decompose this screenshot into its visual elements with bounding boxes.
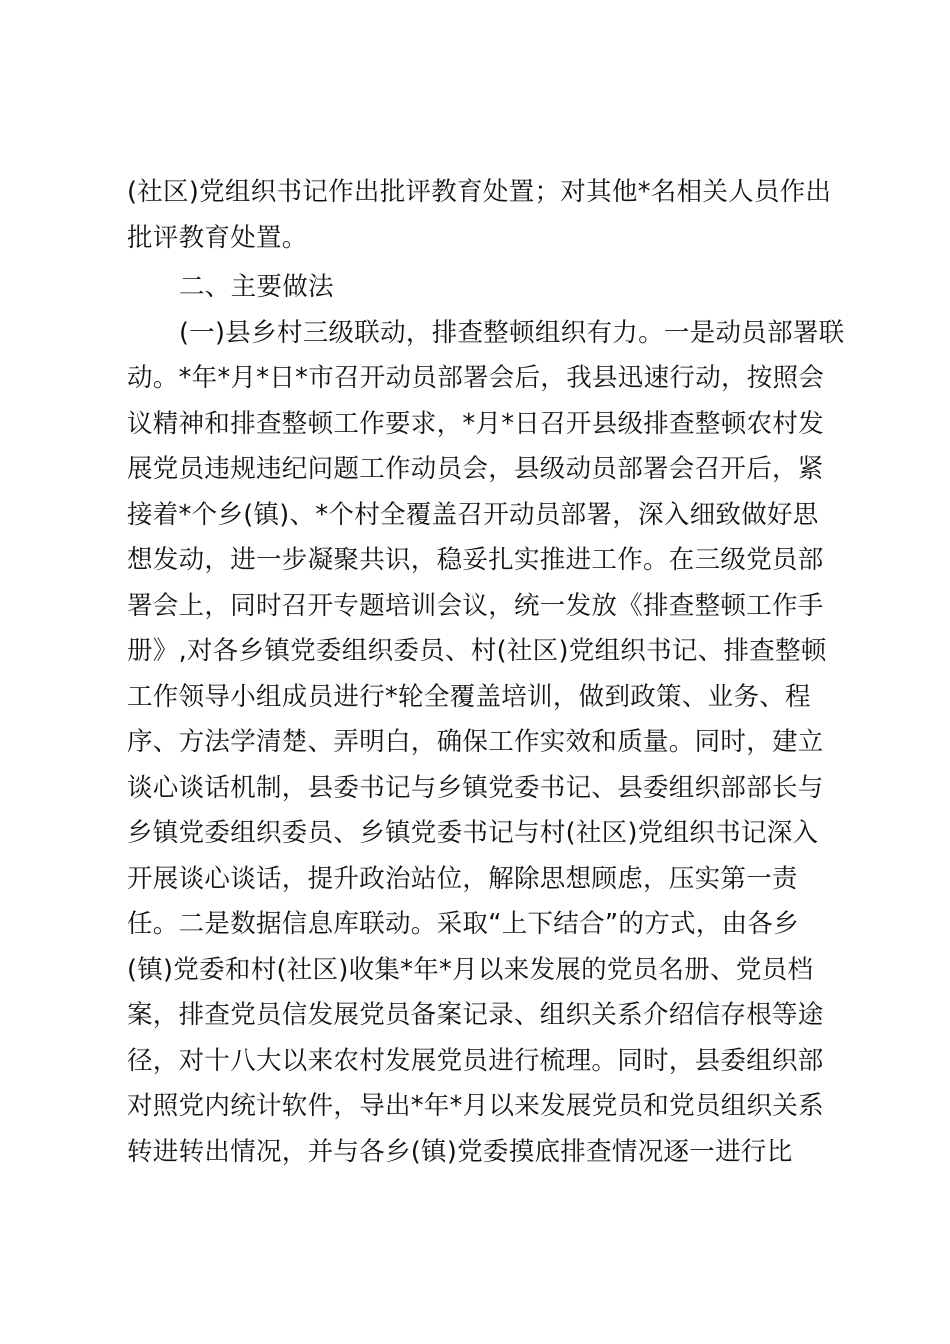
text-line: 展党员违规违纪问题工作动员会，县级动员部署会召开后，紧	[127, 454, 824, 484]
text-line: (社区)党组织书记作出批评教育处置；对其他*名相关人员作出	[127, 177, 832, 207]
text-line: 对照党内统计软件，导出*年*月以来发展党员和党员组织关系	[127, 1091, 824, 1121]
text-line: 工作领导小组成员进行*轮全覆盖培训，做到政策、业务、程	[127, 681, 811, 712]
section-heading: 二、主要做法	[179, 272, 334, 302]
text-line: 动。*年*月*日*市召开动员部署会后，我县迅速行动，按照会	[127, 363, 825, 393]
text-line: 接着*个乡(镇)、*个村全覆盖召开动员部署，深入细致做好思	[127, 499, 819, 530]
text-line: 转进转出情况，并与各乡(镇)党委摸底排查情况逐一进行比	[127, 1136, 793, 1167]
text-line: 乡镇党委组织委员、乡镇党委书记与村(社区)党组织书记深入	[127, 818, 819, 848]
paragraph-first-line: (一)县乡村三级联动，排查整顿组织有力。一是动员部署联	[179, 317, 845, 348]
text-line: 议精神和排查整顿工作要求，*月*日召开县级排查整顿农村发	[127, 408, 824, 439]
text-line: 案，排查党员信发展党员备案记录、组织关系介绍信存根等途	[127, 1000, 824, 1030]
text-line: 册》,对各乡镇党委组织委员、村(社区)党组织书记、排查整顿	[127, 636, 827, 666]
text-line: 署会上，同时召开专题培训会议，统一发放《排查整顿工作手	[127, 590, 824, 621]
text-line: 开展谈心谈话，提升政治站位，解除思想顾虑，压实第一责	[127, 863, 798, 894]
text-line: 径，对十八大以来农村发展党员进行梳理。同时，县委组织部	[127, 1045, 824, 1076]
text-line: 谈心谈话机制，县委书记与乡镇党委书记、县委组织部部长与	[127, 772, 824, 803]
text-line: 任。二是数据信息库联动。采取“上下结合”的方式，由各乡	[127, 909, 800, 939]
text-line: 想发动，进一步凝聚共识，稳妥扎实推进工作。在三级党员部	[127, 545, 824, 575]
document-body	[127, 170, 845, 1175]
text-line: 序、方法学清楚、弄明白，确保工作实效和质量。同时，建立	[127, 727, 824, 757]
text-line: (镇)党委和村(社区)收集*年*月以来发展的党员名册、党员档	[127, 954, 814, 985]
text-line: 批评教育处置。	[127, 222, 308, 253]
